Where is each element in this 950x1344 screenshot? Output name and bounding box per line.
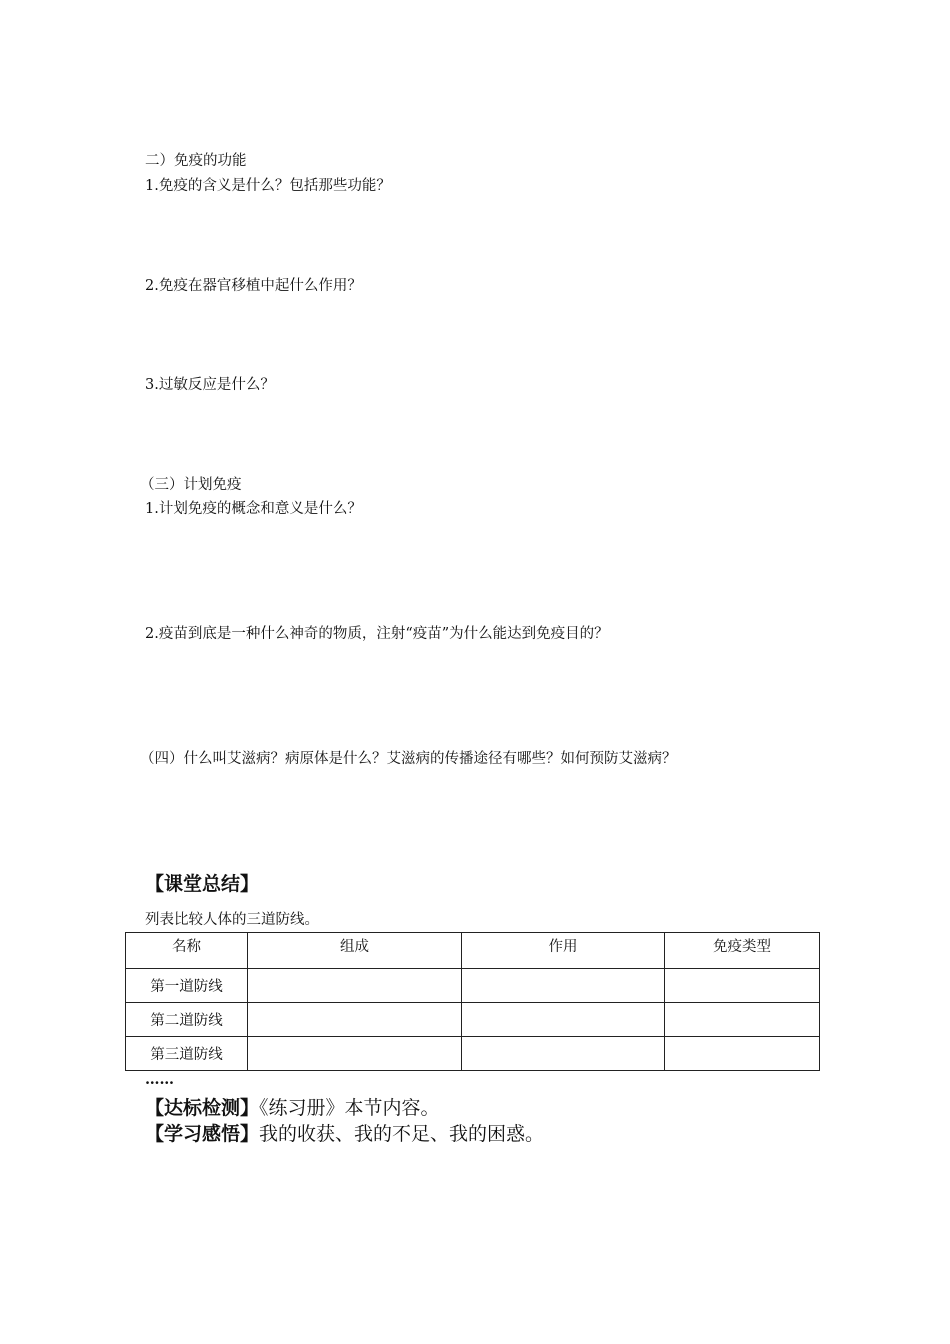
table-header-composition: 组成 xyxy=(248,933,462,969)
test-label: 【达标检测】 xyxy=(145,1097,260,1119)
table-cell xyxy=(462,969,665,1003)
section3-question-1: 1.计划免疫的概念和意义是什么？ xyxy=(145,501,362,517)
defense-lines-table xyxy=(125,932,820,1071)
section2-title: 二）免疫的功能 xyxy=(145,153,247,169)
table-row-label: 第一道防线 xyxy=(126,969,248,1003)
summary-heading-label: 【课堂总结】 xyxy=(145,873,260,895)
reflection-text: 我的收获、我的不足、我的困惑。 xyxy=(259,1123,545,1145)
table-row-label: 第三道防线 xyxy=(126,1037,248,1071)
section2-question-1: 1.免疫的含义是什么？包括那些功能？ xyxy=(145,178,391,194)
summary-heading xyxy=(145,871,259,897)
table-row xyxy=(126,969,820,1003)
table-row xyxy=(126,1037,820,1071)
table-cell xyxy=(665,1003,820,1037)
reflection-label: 【学习感悟】 xyxy=(145,1123,260,1145)
section4-title: （四）什么叫艾滋病？病原体是什么？艾滋病的传播途径有哪些？如何预防艾滋病？ xyxy=(140,751,677,767)
table-cell xyxy=(462,1037,665,1071)
table-row-label: 第二道防线 xyxy=(126,1003,248,1037)
section2-question-3: 3.过敏反应是什么？ xyxy=(145,377,275,393)
table-row xyxy=(126,1003,820,1037)
table-cell xyxy=(248,1003,462,1037)
table-header-function: 作用 xyxy=(462,933,665,969)
table-cell xyxy=(248,969,462,1003)
test-line xyxy=(145,1095,440,1121)
reflection-line xyxy=(145,1121,544,1147)
summary-intro: 列表比较人体的三道防线。 xyxy=(145,912,319,928)
table-cell xyxy=(665,969,820,1003)
table-cell xyxy=(462,1003,665,1037)
section3-question-2: 2.疫苗到底是一种什么神奇的物质，注射“疫苗”为什么能达到免疫目的？ xyxy=(145,626,609,642)
section3-title: （三）计划免疫 xyxy=(140,477,242,493)
table-cell xyxy=(248,1037,462,1071)
table-header-row xyxy=(126,933,820,969)
test-text: 《练习册》本节内容。 xyxy=(259,1097,440,1119)
section2-question-2: 2.免疫在器官移植中起什么作用？ xyxy=(145,278,362,294)
table-header-immunity-type: 免疫类型 xyxy=(665,933,820,969)
table-header-name: 名称 xyxy=(126,933,248,969)
table-cell xyxy=(665,1037,820,1071)
summary-ellipsis: …… xyxy=(145,1071,174,1088)
